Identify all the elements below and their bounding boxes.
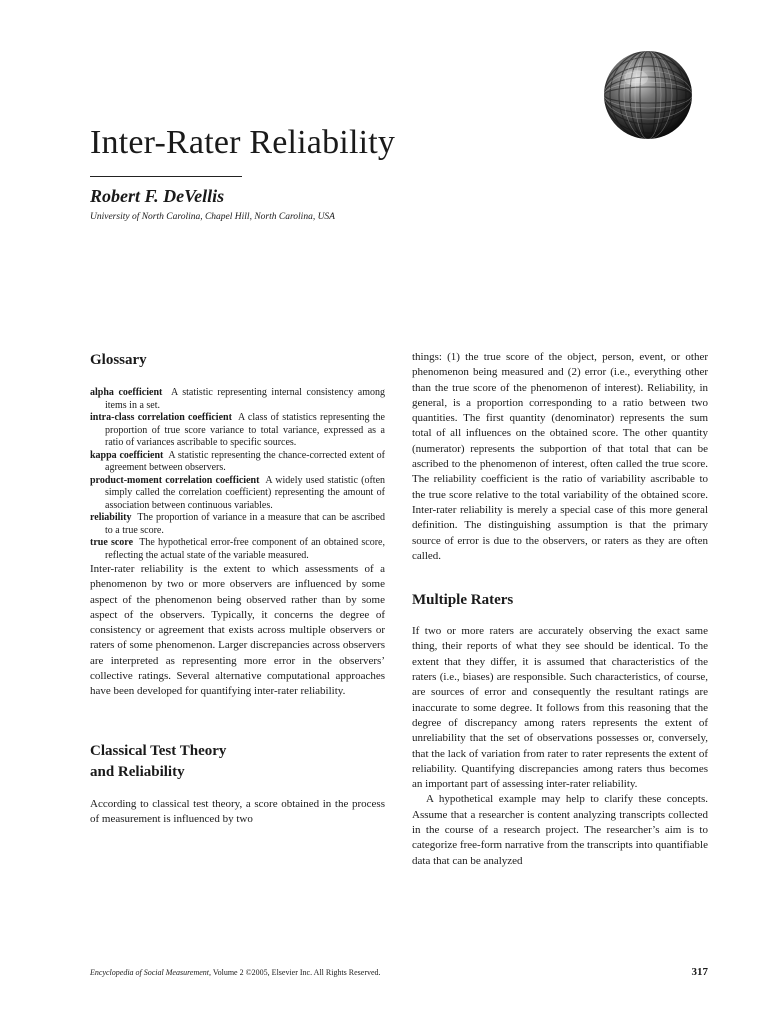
author-affiliation: University of North Carolina, Chapel Hill, North Carolina, USA (90, 212, 335, 222)
heading-line: Classical Test Theory (90, 742, 227, 759)
glossary-item (90, 412, 385, 450)
glossary-heading: Glossary (90, 352, 147, 368)
footer-citation (90, 968, 381, 977)
glossary-term: alpha coefficient (90, 387, 163, 398)
glossary-term: true score (90, 537, 134, 548)
glossary-item (90, 450, 385, 475)
glossary-term: reliability (90, 512, 132, 523)
article-title: Inter-Rater Reliability (90, 124, 396, 161)
left-column (90, 350, 385, 827)
ctt-paragraph-start: According to classical test theory, a score obtained in the process of measurement is influenced by two (90, 797, 385, 825)
decorative-sphere-image (603, 50, 693, 140)
section-heading-multiple-raters: Multiple Raters (412, 592, 514, 609)
right-column (412, 350, 708, 869)
glossary-definition: The hypothetical error-free component of an obtained score, reflecting the actual state of the variable measured. (105, 537, 385, 561)
glossary-item (90, 512, 385, 537)
author-name: Robert F. DeVellis (90, 186, 225, 206)
glossary-term: product-moment correlation coefficient (90, 474, 260, 486)
glossary-term: kappa coefficient (90, 449, 164, 461)
glossary-definition: The proportion of variance in a measure that can be ascribed to a true score. (105, 512, 385, 536)
glossary-definition: A statistic representing internal consistency among items in a set. (105, 387, 386, 411)
ctt-paragraph-continued: things: (1) the true score of the object, person, event, or other phenomenon being measured and (2) error (i.e., everything other than the true score of the phenomenon of interest). Reliability, in general, is a proportion corresponding to a ratio between two quantities. The first quantity (denominator) represents the sum total of all influences on the obtained score. The other quantity (numerator) represents the subportion of that total that can be ascribed to the phenomenon of interest, often called the true score. The reliability coefficient is the ratio of variability ascribable to the true score relative to the total variability of the obtained score. Inter-rater reliability is merely a special case of this more general definition. The distinguishing assumption is that the primary source of error is due to the observers, or raters as they are often called. (412, 351, 708, 562)
glossary-definition: A class of statistics representing the proportion of true score variance to total variance, expressed as a ratio of variances ascribable to specific sources. (105, 412, 385, 448)
glossary-term: intra-class correlation coefficient (90, 412, 232, 423)
glossary-item (90, 387, 385, 412)
glossary-definition: A statistic representing the chance-corrected extent of agreement between observers. (105, 449, 386, 473)
glossary-item (90, 475, 385, 513)
glossary-definition: A widely used statistic (often simply called the correlation coefficient) representing the amount of association between continuous variables. (105, 474, 386, 511)
multiple-raters-paragraph-2: A hypothetical example may help to clarify these concepts. Assume that a researcher is content analyzing transcripts collected in the course of a research project. The researcher’s aim is to categorize free-form narrative from the transcripts into quantifiable data that can be analyzed (412, 793, 708, 867)
heading-line: and Reliability (90, 763, 185, 780)
title-rule (90, 176, 242, 177)
page-number: 317 (691, 966, 708, 978)
glossary-item (90, 537, 385, 562)
footer-source-rest: Volume 2 ©2005, Elsevier Inc. All Rights Reserved. (212, 968, 381, 977)
section-heading-classical-test-theory (90, 741, 385, 783)
multiple-raters-paragraph-1: If two or more raters are accurately observing the exact same thing, their reports of what they see should be identical. To the extent that they differ, it is assumed that characteristics of the raters (i.e., biases) are responsible. Such characteristics, of course, are sources of error and consequently the resultant ratings are inaccurate to some degree. It follows from this reasoning that the degree of discrepancy among raters represents the extent of unreliability that the set of observations possesses or, conversely, that the lack of variation from rater to rater represents the extent of reliability. Quantifying discrepancies among raters thus becomes an important part of assessing inter-rater reliability. (412, 625, 708, 791)
footer-source-title: Encyclopedia of Social Measurement, (90, 968, 211, 977)
intro-paragraph: Inter-rater reliability is the extent to which assessments of a phenomenon by two or more observers are influenced by some aspect of the phenomenon being observed rather than by some aspect of the observers. Typically, it concerns the degree of consistency or agreement that exists across multiple observers or raters of some phenomenon. Larger discrepancies across observers are interpreted as representing more error in the observers’ collective ratings. Several alternative computational approaches have been developed for quantifying inter-rater reliability. (90, 563, 385, 698)
